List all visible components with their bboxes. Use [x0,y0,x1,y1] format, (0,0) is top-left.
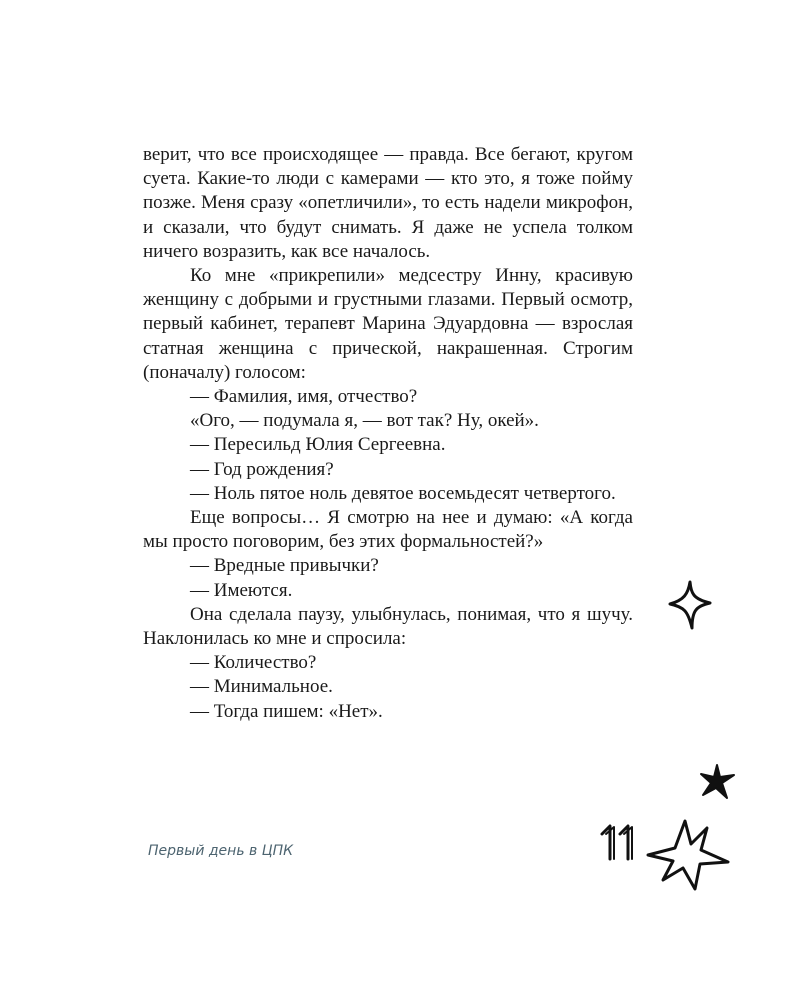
dialogue-line: — Фамилия, имя, отчество? [190,386,418,408]
paragraph: Ко мне «прикрепили» медсестру Инну, красивую женщину с добрыми и грустными глазами. Первый осмотр, первый кабинет, терапевт Марина Эдуардовна — взрослая статная женщина с прической, накрашенная. Строгим (поначалу) голосом: [143,265,633,383]
dialogue-line: — Ноль пятое ноль девятое восемьдесят четвертого. [190,482,616,504]
paragraph: «Ого, — подумала я, — вот так? Ну, окей». [190,410,539,432]
dialogue-line: — Год рождения? [190,458,334,480]
dialogue-line: — Тогда пишем: «Нет». [190,700,383,722]
dialogue-line: — Пересильд Юлия Сергеевна. [190,434,446,456]
chapter-title: Первый день в ЦПК [148,843,294,859]
dialogue-line: — Минимальное. [190,676,333,698]
paragraph: Еще вопросы… Я смотрю на нее и думаю: «А когда мы просто поговорим, без этих формальностей?» [143,507,633,553]
dialogue-line: — Имеются. [190,579,293,601]
page-number [598,822,638,862]
paragraph: верит, что все происходящее — правда. Все бегают, кругом суета. Какие-то люди с камерами — кто это, я тоже пойму позже. Меня сразу «опетличили», то есть надели микрофон, и сказали, что будут снимать. Я даже не успела толком ничего возразить, как все началось. [143,144,633,262]
body-text [143,143,633,724]
dialogue-line: — Количество? [190,652,317,674]
dialogue-line: — Вредные привычки? [190,555,379,577]
burst-star-icon [645,818,731,892]
small-star-icon [697,762,737,802]
four-point-star-icon [666,579,714,631]
paragraph: Она сделала паузу, улыбнулась, понимая, что я шучу. Наклонилась ко мне и спросила: [143,603,633,650]
